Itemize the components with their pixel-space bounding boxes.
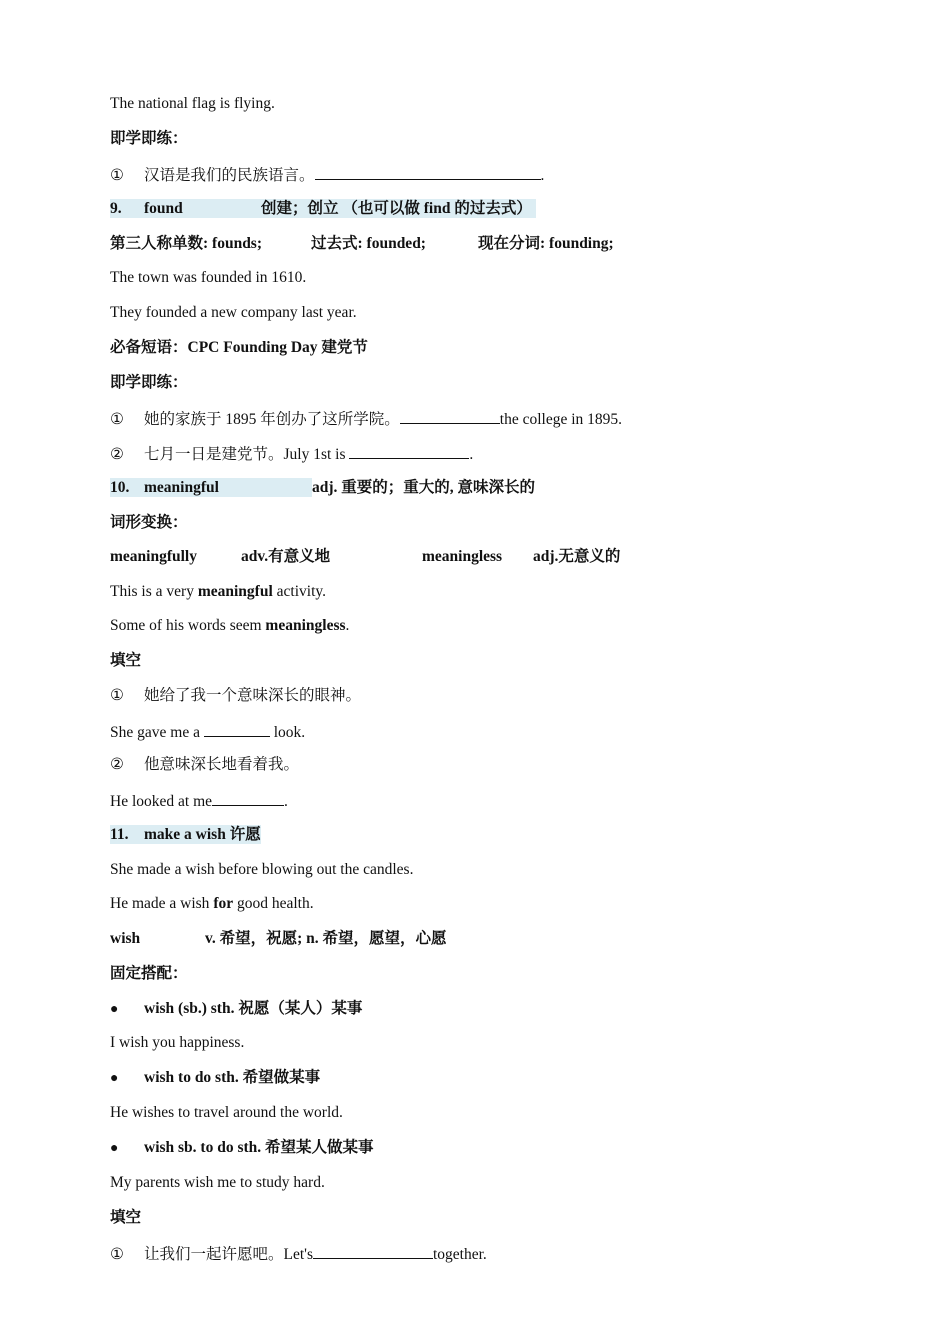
vocab-heading-highlight: [110, 478, 312, 497]
vocab-definition: [110, 929, 447, 949]
exercise-item: [110, 407, 622, 430]
answer-blank[interactable]: [313, 1242, 433, 1259]
vocab-number: 9.: [110, 200, 122, 217]
item-marker: ①: [110, 1246, 124, 1263]
vocab-meaning: adj. 重要的；重大的, 意味深长的: [312, 479, 536, 496]
example-sentence: She made a wish before blowing out the candles.: [110, 861, 414, 878]
answer-blank[interactable]: [400, 407, 500, 424]
vocab-meaning: v. 希望，祝愿; n. 希望，愿望，心愿: [205, 930, 447, 947]
exercise-sentence: [110, 789, 288, 812]
sentence-keyword: meaningful: [197, 583, 273, 600]
bullet-icon: ●: [110, 1002, 119, 1017]
vocab-number: 11.: [110, 826, 129, 843]
vocab-heading-highlight: [110, 825, 261, 844]
example-sentence: [110, 582, 326, 602]
item-marker: ①: [110, 687, 124, 704]
item-marker: ②: [110, 446, 124, 463]
collocation-text: wish (sb.) sth. 祝愿（某人）某事: [144, 1000, 363, 1017]
vocab-phrase: make a wish 许愿: [144, 826, 261, 843]
item-marker: ①: [110, 411, 124, 428]
answer-blank[interactable]: [349, 442, 469, 459]
answer-blank[interactable]: [315, 163, 541, 180]
sentence-part: He made a wish: [110, 895, 214, 912]
collocation-heading: 固定搭配：: [110, 965, 188, 982]
practice-heading: 即学即练：: [110, 374, 188, 391]
sentence-part: She gave me a: [110, 724, 204, 741]
exercise-prompt: 让我们一起许愿吧。Let's: [144, 1246, 313, 1263]
vocab-heading: [110, 825, 261, 845]
exercise-item: [110, 755, 299, 775]
item-marker: ①: [110, 167, 124, 184]
example-sentence: [110, 616, 349, 636]
sentence-part: This is a very: [110, 583, 198, 600]
item-marker: ②: [110, 756, 124, 773]
sentence-part: .: [345, 617, 350, 634]
vocab-word: meaningful: [144, 479, 219, 496]
sentence-part: .: [284, 793, 288, 810]
exercise-item: [110, 163, 544, 186]
exercise-tail: together.: [432, 1246, 487, 1263]
collocation-item: [110, 1068, 320, 1089]
sentence-keyword: for: [213, 895, 234, 912]
derived-meaning: adv.有意义地: [241, 548, 331, 565]
exercise-item: [110, 686, 361, 706]
exercise-tail: .: [469, 446, 474, 463]
sentence-part: Some of his words seem: [110, 617, 266, 634]
exercise-item: [110, 1242, 487, 1265]
vocab-heading: [110, 478, 535, 498]
third-person-form: 第三人称单数: founds;: [110, 235, 263, 252]
exercise-prompt: 她的家族于 1895 年创办了这所学院。: [144, 411, 400, 428]
past-tense-form: 过去式: founded;: [311, 235, 426, 252]
example-sentence: My parents wish me to study hard.: [110, 1174, 325, 1191]
exercise-prompt: 七月一日是建党节。July 1st is: [144, 446, 350, 463]
example-sentence: They founded a new company last year.: [110, 304, 357, 321]
practice-heading: 即学即练：: [110, 130, 188, 147]
exercise-item: [110, 442, 473, 465]
vocab-heading-highlight: [110, 199, 536, 218]
derived-word: meaningfully: [110, 548, 197, 565]
collocation-item: [110, 999, 362, 1020]
exercise-prompt: 她给了我一个意味深长的眼神。: [144, 687, 362, 704]
answer-blank[interactable]: [212, 789, 284, 806]
sentence-part: look.: [269, 724, 306, 741]
example-sentence: The town was founded in 1610.: [110, 269, 307, 286]
word-forms: [110, 234, 614, 254]
exercise-prompt: 他意味深长地看着我。: [144, 756, 300, 773]
sentence-keyword: meaningless: [265, 617, 346, 634]
vocab-heading: [110, 199, 536, 219]
vocab-word: found: [144, 200, 183, 217]
vocab-number: 10.: [110, 479, 130, 496]
sentence-part: He looked at me: [110, 793, 213, 810]
word-transform-row: [110, 547, 620, 567]
derived-meaning: adj.无意义的: [533, 548, 621, 565]
bullet-icon: ●: [110, 1071, 119, 1086]
collocation-text: wish to do sth. 希望做某事: [144, 1069, 321, 1086]
collocation-item: [110, 1138, 374, 1159]
bullet-icon: ●: [110, 1141, 119, 1156]
derived-word: meaningless: [422, 548, 503, 565]
phrase-note: 必备短语：CPC Founding Day 建党节: [110, 339, 368, 356]
fill-blank-heading: 填空: [110, 652, 142, 669]
example-sentence: [110, 894, 314, 914]
sentence-part: good health.: [233, 895, 314, 912]
example-sentence: I wish you happiness.: [110, 1034, 245, 1051]
example-sentence: He wishes to travel around the world.: [110, 1104, 343, 1121]
answer-blank[interactable]: [204, 720, 270, 737]
vocab-word: wish: [110, 930, 141, 947]
exercise-prompt: 汉语是我们的民族语言。: [144, 167, 315, 184]
fill-blank-heading: 填空: [110, 1209, 142, 1226]
word-transform-heading: 词形变换：: [110, 514, 188, 531]
example-sentence: The national flag is flying.: [110, 95, 275, 112]
collocation-text: wish sb. to do sth. 希望某人做某事: [144, 1139, 374, 1156]
exercise-sentence: [110, 720, 305, 743]
exercise-tail: .: [540, 167, 545, 184]
exercise-tail: the college in 1895.: [499, 411, 623, 428]
sentence-part: activity.: [272, 583, 326, 600]
present-participle-form: 现在分词: founding;: [478, 235, 614, 252]
vocab-meaning: 创建；创立 （也可以做 find 的过去式）: [261, 200, 532, 217]
